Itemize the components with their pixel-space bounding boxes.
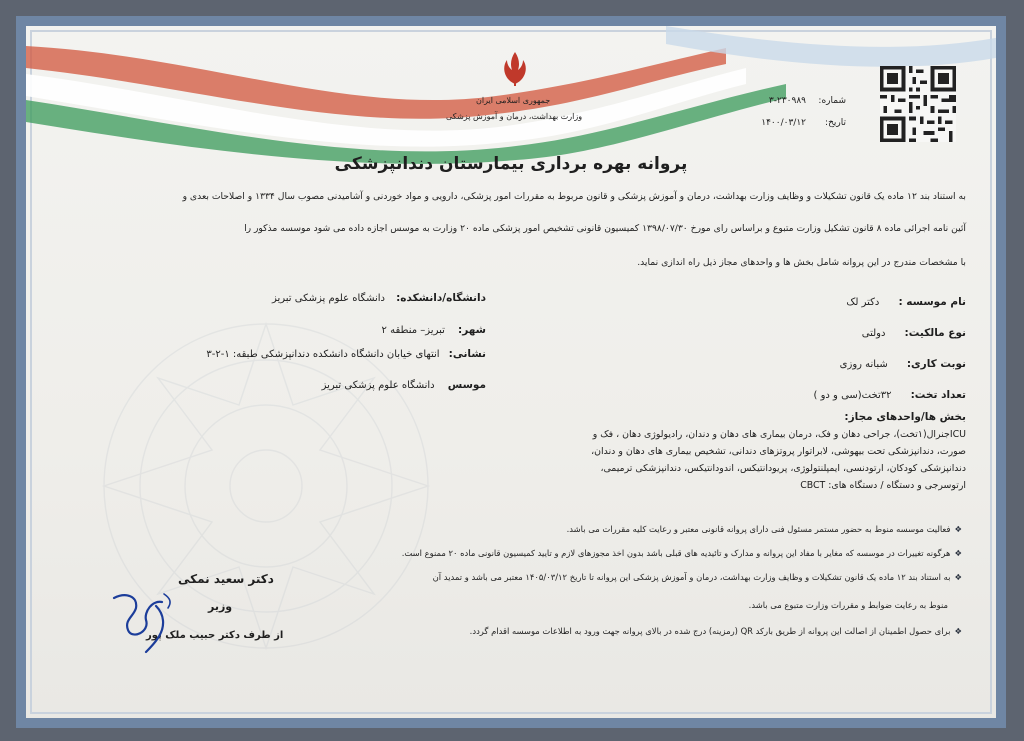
field-label: دانشگاه/دانشکده:: [396, 292, 486, 304]
field-ownership-type: [862, 321, 966, 340]
condition-item-continued: منوط به رعایت ضوابط و مقررات وزارت متبوع می باشد.: [748, 600, 948, 610]
field-address: [206, 342, 486, 361]
field-label: شهر:: [458, 324, 486, 336]
diamond-bullet-icon: ❖: [954, 524, 962, 534]
intro-paragraph-2: آئین نامه اجرائی ماده ۸ قانون تشکیل وزارت متبوع و براساس رای مورخ ۱۳۹۸/۰۷/۳۰ کمیسیون قانونی تشخیص امور پزشکی ماده ۲۰ وزارت به موسس اجازه داده می شود موسسه مذکور را: [244, 223, 966, 234]
department-line: دندانپزشکی کودکان، ارتودنسی، ایمپلنتولوژی، پریودانتیکس، اندودانتیکس، دندانپزشکی ترمیمی،: [600, 463, 966, 474]
field-institution-name: [846, 290, 966, 309]
ministry-name: وزارت بهداشت، درمان و آموزش پزشکی: [446, 112, 583, 121]
condition-item: ❖به استناد بند ۱۲ ماده یک قانون تشکیلات و وظایف وزارت بهداشت، درمان و آموزش پزشکی این پروانه تا تاریخ ۱۴۰۵/۰۳/۱۲ معتبر می باشد و تمدید آن: [432, 572, 962, 582]
qr-code-icon: [876, 66, 960, 142]
field-value: تبریز– منطقه ۲: [381, 325, 445, 336]
field-label: نام موسسه :: [898, 296, 966, 308]
field-value: انتهای خیابان دانشگاه دانشکده دندانپزشکی طبقه: ۱-۲-۳: [206, 349, 440, 360]
signatory-title: وزیر: [208, 600, 233, 613]
field-value: دانشگاه علوم پزشکی تبریز: [271, 293, 386, 304]
emblem-icon: [498, 50, 532, 88]
department-line: صورت، دندانپزشکی تحت بیهوشی، لابراتوار پروتزهای دندانی، تشخیص بیماری های دهان و دندان،: [591, 446, 966, 457]
republic-name: جمهوری اسلامی ایران: [476, 96, 551, 105]
field-value: شبانه روزی: [839, 359, 888, 370]
department-line: ارتوسرجی و دستگاه / دستگاه های: CBCT: [800, 480, 966, 491]
signatory-name: دکتر سعید نمکی: [178, 572, 274, 586]
field-value: دانشگاه علوم پزشکی تبریز: [321, 380, 435, 391]
field-university: [272, 286, 486, 305]
license-certificate: [16, 16, 1006, 728]
date-label: تاریخ:: [825, 118, 846, 128]
diamond-bullet-icon: ❖: [954, 626, 962, 636]
field-label: نوع مالکیت:: [904, 327, 966, 339]
field-label: نوبت کاری:: [906, 358, 966, 370]
diamond-bullet-icon: ❖: [954, 548, 962, 558]
departments-label: بخش ها/واحدهای مجاز:: [844, 411, 966, 423]
field-label: موسس: [447, 379, 486, 391]
field-label: نشانی:: [448, 348, 486, 360]
intro-paragraph-3: با مشخصات مندرج در این پروانه شامل بخش ها و واحدهای مجاز ذیل راه اندازی نماید.: [637, 257, 966, 268]
handwritten-signature: [106, 586, 186, 656]
department-line: ICUجنرال(۱تخت)، جراحی دهان و فک، درمان بیماری های دهان و دندان، رادیولوژی دهان ، فک و: [592, 429, 966, 440]
number-label: شماره:: [818, 96, 846, 106]
certificate-title: پروانه بهره برداری بیمارستان دندانپزشکی: [334, 154, 688, 174]
field-label: تعداد تخت:: [910, 389, 966, 401]
field-value: ۳۲تخت(سی و دو ): [813, 390, 892, 401]
condition-item: ❖برای حصول اطمینان از اصالت این پروانه از طریق بارکد QR (رمزینه) درج شده در بالای پروانه جهت ورود به اطلاعات موسسه اقدام گردد.: [469, 626, 962, 636]
diamond-bullet-icon: ❖: [954, 572, 962, 582]
condition-item: ❖هرگونه تغییرات در موسسه که مغایر با مفاد این پروانه و مدارک و تائیدیه های قبلی باشد بدون اخذ مجوزهای لازم و تایید کمیسیون قانونی ماده ۲۰ ممنوع است.: [401, 548, 962, 558]
issue-date: ۱۴۰۰/۰۳/۱۲: [761, 118, 806, 128]
field-city: [382, 318, 486, 337]
intro-paragraph-1: به استناد بند ۱۲ ماده یک قانون تشکیلات و وظایف وزارت بهداشت، درمان و آموزش پزشکی و قانون مربوط به مقررات امور پزشکی، دارویی و مواد خوردنی و آشامیدنی مصوب سال ۱۳۳۴ و اصلاحات بعدی و: [182, 191, 966, 202]
license-number: ۳-۲۳۰۹۸۹: [768, 96, 806, 106]
condition-item: ❖فعالیت موسسه منوط به حضور مستمر مسئول فنی دارای پروانه قانونی معتبر و رعایت کلیه مقررات می باشد.: [566, 524, 962, 534]
field-value: دولتی: [861, 328, 886, 339]
field-founder: [322, 373, 486, 392]
field-bed-count: [814, 383, 966, 402]
field-value: دکتر لک: [846, 297, 880, 308]
signatory-on-behalf: از طرف دکتر حبیب ملک پور: [146, 630, 284, 641]
departments-list: [496, 426, 966, 494]
field-work-shift: [840, 352, 966, 371]
